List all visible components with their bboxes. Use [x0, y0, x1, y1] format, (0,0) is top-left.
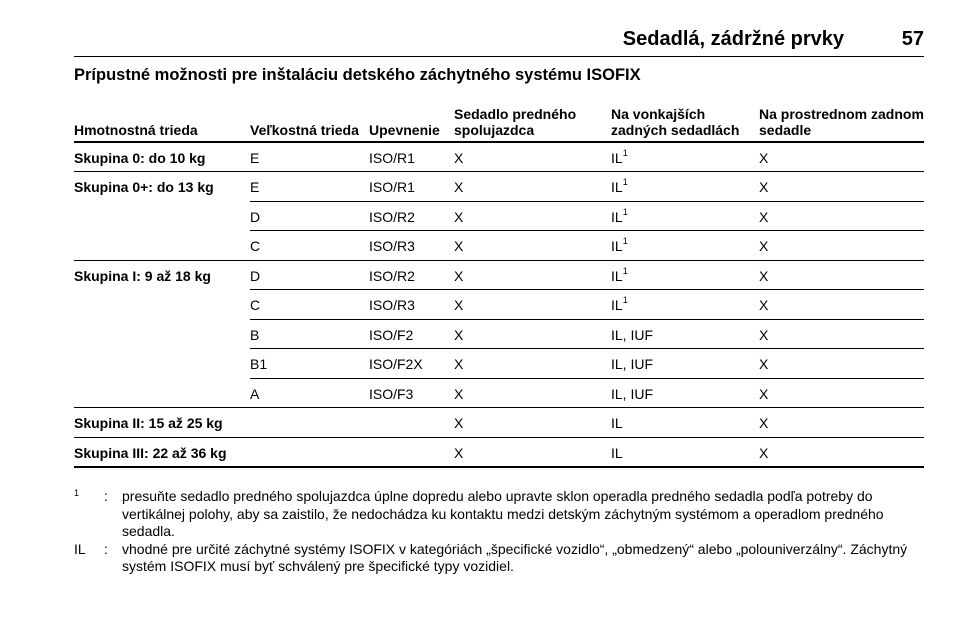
- outer-rear-cell: [611, 260, 759, 290]
- table-row: [74, 142, 924, 172]
- mounting-cell: ISO/F3: [369, 378, 454, 408]
- outer-rear-cell: [611, 349, 759, 379]
- footnote-ref: 1: [622, 148, 628, 158]
- outer-rear-cell: [611, 201, 759, 231]
- front-seat-cell: X: [454, 172, 611, 202]
- size-class-cell: [250, 408, 369, 438]
- middle-rear-cell: X: [759, 172, 924, 202]
- table-row: [74, 378, 924, 408]
- weight-group-cell: [74, 290, 250, 320]
- weight-group-cell: Skupina 0+: do 13 kg: [74, 172, 250, 202]
- outer-rear-value: IL, IUF: [611, 385, 654, 402]
- outer-rear-cell: [611, 290, 759, 320]
- table-row: [74, 231, 924, 261]
- size-class-cell: C: [250, 290, 369, 320]
- footnote-mark: [74, 488, 104, 541]
- size-class-cell: B: [250, 319, 369, 349]
- middle-rear-cell: X: [759, 319, 924, 349]
- outer-rear-cell: [611, 408, 759, 438]
- footnote-ref: 1: [622, 177, 628, 187]
- outer-rear-value: IL: [611, 238, 623, 254]
- footnote-separator: :: [104, 540, 108, 557]
- outer-rear-value: IL: [611, 267, 623, 284]
- table-header-row: [74, 96, 924, 142]
- outer-rear-value: IL: [611, 444, 623, 461]
- page-number: 57: [901, 28, 924, 50]
- weight-group-cell: [74, 319, 250, 349]
- outer-rear-value: IL: [611, 208, 623, 225]
- footnote-ref: 1: [622, 206, 628, 217]
- column-header-outer-rear-seats: Na vonkajších zadných sedadlách: [611, 96, 759, 142]
- mounting-cell: ISO/R2: [369, 260, 454, 290]
- mounting-cell: ISO/R3: [369, 290, 454, 320]
- table-row: [74, 408, 924, 438]
- footnote-ref: 1: [622, 295, 628, 305]
- front-seat-cell: X: [454, 378, 611, 408]
- mounting-cell: [369, 408, 454, 438]
- front-seat-cell: X: [454, 150, 464, 166]
- front-seat-cell: X: [454, 319, 611, 349]
- mounting-cell: [369, 437, 454, 467]
- middle-rear-cell: X: [759, 349, 924, 379]
- table-row: [74, 319, 924, 349]
- weight-group-cell: Skupina I: 9 až 18 kg: [74, 260, 250, 290]
- column-header-middle-rear-seat: Na prostrednom zadnom sedadle: [759, 96, 924, 142]
- outer-rear-cell: [611, 142, 759, 172]
- middle-rear-cell: X: [759, 290, 924, 320]
- outer-rear-value: IL, IUF: [611, 326, 654, 343]
- table-row: [74, 349, 924, 379]
- middle-rear-cell: X: [759, 150, 769, 166]
- front-seat-cell: X: [454, 231, 611, 261]
- outer-rear-value: IL, IUF: [611, 356, 654, 372]
- footnote-ref: 1: [622, 265, 628, 276]
- middle-rear-cell: X: [759, 437, 924, 467]
- table-row: [74, 290, 924, 320]
- size-class-cell: [250, 437, 369, 467]
- size-class-cell: D: [250, 260, 369, 290]
- footnote-mark: IL: [74, 540, 86, 557]
- outer-rear-cell: [611, 231, 759, 261]
- footnote-item: [74, 541, 926, 576]
- footnotes: [74, 488, 926, 576]
- outer-rear-value: IL: [611, 415, 623, 431]
- footnote-text: vhodné pre určité záchytné systémy ISOFIX v kategóriách „špecifické vozidlo“, „obmedzený“ alebo „polouniverzálny“. Záchytný systém ISOFIX musí byť schválený pre špecifické typy vozidiel.: [122, 540, 908, 574]
- outer-rear-value: IL: [611, 297, 623, 313]
- column-header-mounting: Upevnenie: [369, 96, 454, 142]
- weight-group-cell: [74, 201, 250, 231]
- size-class-cell: E: [250, 150, 260, 166]
- weight-group-cell: [74, 231, 250, 261]
- mounting-cell: ISO/R2: [369, 201, 454, 231]
- mounting-cell: ISO/R3: [369, 231, 454, 261]
- mounting-cell: ISO/F2: [369, 319, 454, 349]
- page-header: [74, 26, 924, 56]
- front-seat-cell: X: [454, 408, 611, 438]
- middle-rear-cell: X: [759, 201, 924, 231]
- weight-group-cell: [74, 349, 250, 379]
- size-class-cell: B1: [250, 349, 369, 379]
- middle-rear-cell: X: [759, 408, 924, 438]
- mounting-cell: ISO/F2X: [369, 349, 454, 379]
- front-seat-cell: X: [454, 437, 611, 467]
- outer-rear-cell: [611, 172, 759, 202]
- size-class-cell: C: [250, 231, 369, 261]
- table-row: [74, 172, 924, 202]
- size-class-cell: D: [250, 201, 369, 231]
- column-header-front-passenger-seat: Sedadlo predného spolujazdca: [454, 96, 611, 142]
- column-header-size-class: Veľkostná trieda: [250, 96, 369, 142]
- header-divider: [74, 56, 924, 57]
- outer-rear-value: IL: [611, 179, 623, 195]
- outer-rear-cell: [611, 319, 759, 349]
- weight-group-cell: Skupina III: 22 až 36 kg: [74, 437, 250, 467]
- weight-group-cell: Skupina II: 15 až 25 kg: [74, 408, 250, 438]
- footnote-item: [74, 488, 926, 541]
- mounting-cell: ISO/R1: [369, 150, 415, 166]
- table-row: [74, 201, 924, 231]
- middle-rear-cell: X: [759, 231, 924, 261]
- middle-rear-cell: X: [759, 260, 924, 290]
- front-seat-cell: X: [454, 260, 611, 290]
- table-row: [74, 260, 924, 290]
- weight-group-cell: [74, 378, 250, 408]
- header-title: Sedadlá, zádržné prvky: [622, 28, 844, 50]
- middle-rear-cell: X: [759, 378, 924, 408]
- front-seat-cell: X: [454, 349, 611, 379]
- table-row: [74, 437, 924, 467]
- isofix-table: [74, 96, 924, 468]
- section-title: Prípustné možnosti pre inštaláciu detského záchytného systému ISOFIX: [74, 66, 641, 84]
- footnote-number: 1: [74, 488, 80, 498]
- size-class-cell: E: [250, 172, 369, 202]
- column-header-weight-class: Hmotnostná trieda: [74, 96, 250, 142]
- footnote-separator: :: [104, 488, 108, 504]
- outer-rear-cell: [611, 378, 759, 408]
- footnote-ref: 1: [622, 236, 628, 246]
- footnote-text: presuňte sedadlo predného spolujazdca úplne dopredu alebo upravte sklon operadla predného sedadla podľa potreby do vertikálnej polohy, aby sa zaistilo, že nedochádza ku kontaktu medzi detským záchytným systémom a operadlom predného sedadla.: [122, 488, 884, 539]
- outer-rear-cell: [611, 437, 759, 467]
- outer-rear-value: IL: [611, 150, 623, 166]
- front-seat-cell: X: [454, 290, 611, 320]
- front-seat-cell: X: [454, 201, 611, 231]
- mounting-cell: ISO/R1: [369, 172, 454, 202]
- size-class-cell: A: [250, 378, 369, 408]
- weight-group-cell: Skupina 0: do 10 kg: [74, 150, 206, 166]
